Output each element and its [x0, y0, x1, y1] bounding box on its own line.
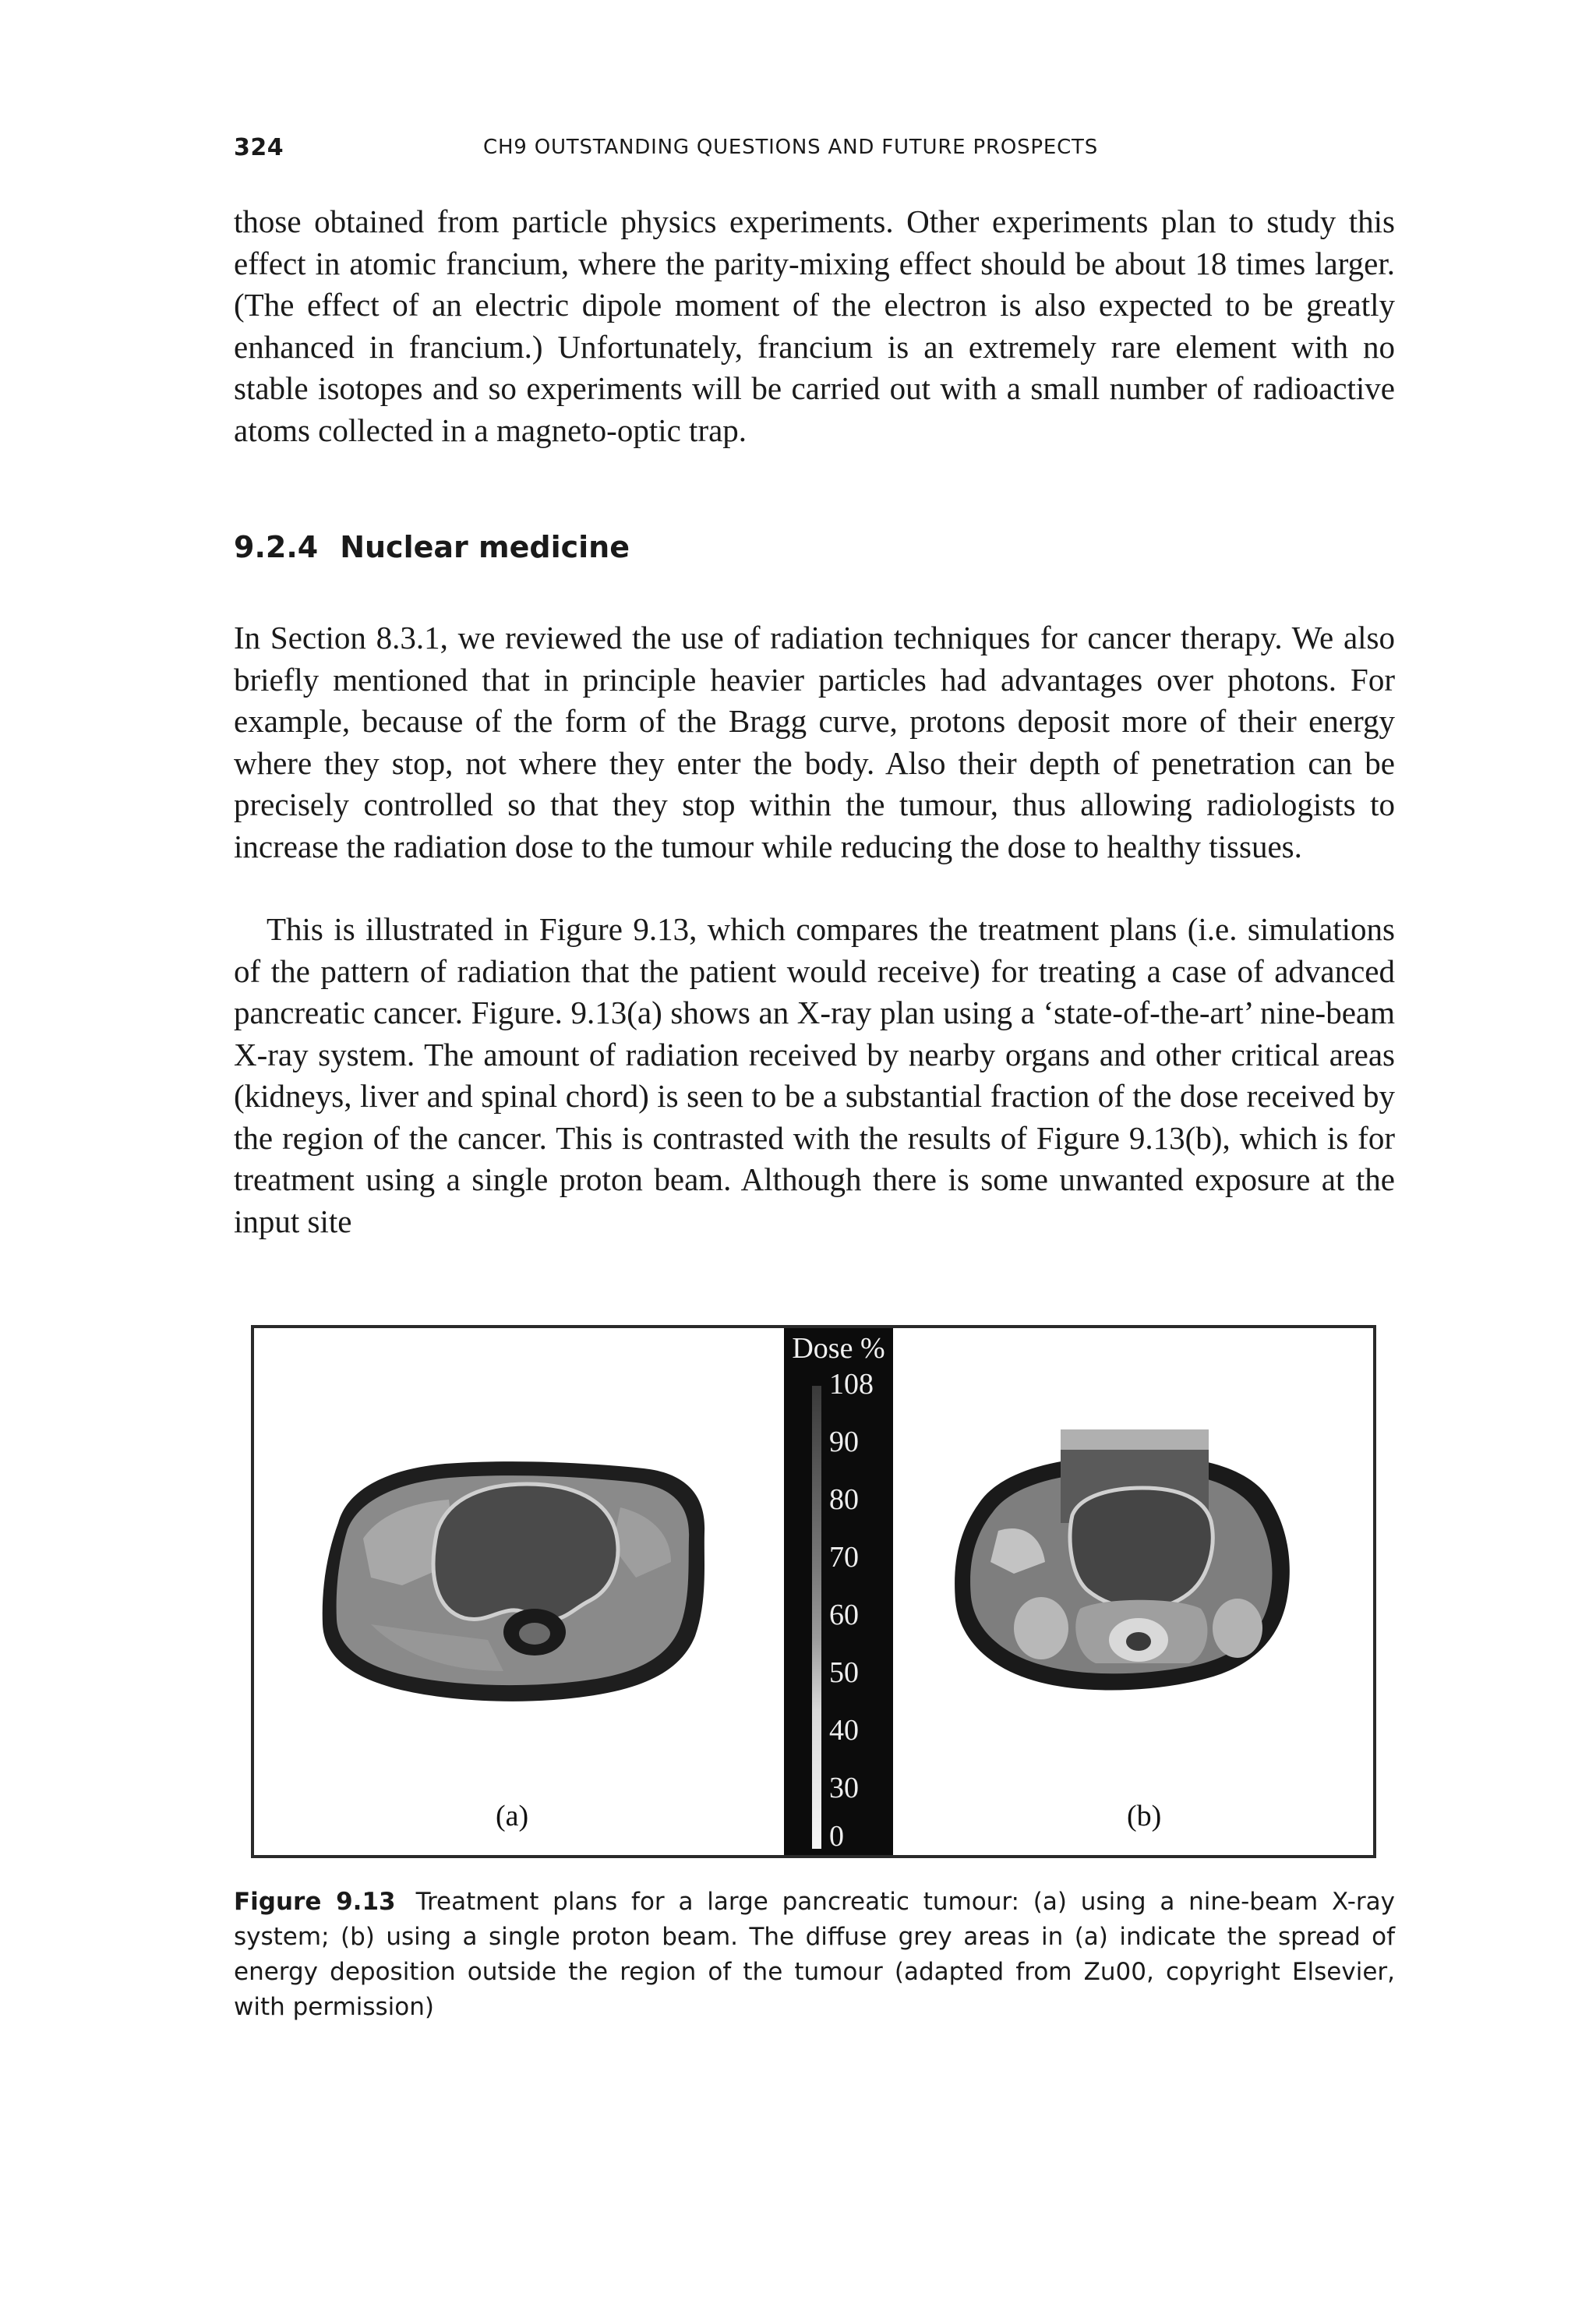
panel-b-scan — [955, 1429, 1290, 1691]
dose-scale — [784, 1328, 893, 1855]
page-number: 324 — [234, 134, 284, 161]
section-heading — [234, 530, 630, 564]
panel-b-label: (b) — [1127, 1800, 1162, 1832]
dose-tick: 80 — [829, 1483, 859, 1516]
dose-tick: 40 — [829, 1714, 859, 1747]
panel-a-scan — [323, 1461, 704, 1701]
figure-9-13 — [251, 1325, 1376, 1858]
dose-tick: 90 — [829, 1426, 859, 1458]
dose-tick: 30 — [829, 1772, 859, 1804]
figure-caption — [234, 1885, 1395, 2025]
panel-a-label: (a) — [496, 1800, 529, 1832]
caption-label: Figure 9.13 — [234, 1888, 396, 1916]
dose-tick: 0 — [829, 1820, 844, 1853]
dose-tick: 70 — [829, 1541, 859, 1574]
section-number: 9.2.4 — [234, 530, 319, 564]
section-title: Nuclear medicine — [340, 530, 630, 564]
dose-tick: 60 — [829, 1599, 859, 1631]
dose-tick: 108 — [829, 1368, 874, 1401]
paragraph-radiation-techniques: In Section 8.3.1, we reviewed the use of radiation techniques for cancer therapy. We also briefly mentioned that in principle heavier particles had advantages over photons. For example, because of the form of the Bragg curve, protons deposit more of their energy where they stop, not where they enter the body. Also their depth of penetration can be precisely controlled so that they stop within the tumour, thus allowing radiologists to increase the radiation dose to the tumour while reducing the dose to healthy tissues. — [234, 620, 1395, 864]
dose-tick: 50 — [829, 1656, 859, 1689]
caption-text: Treatment plans for a large pancreatic tumour: (a) using a nine-beam X-ray system; (b) using a single proton beam. The diffuse grey areas in (a) indicate the spread of energy deposition outside the region of the tumour (adapted from Zu00, copyright Elsevier, with permission) — [234, 1888, 1395, 2021]
running-title: CH9 OUTSTANDING QUESTIONS AND FUTURE PROSPECTS — [483, 136, 1099, 159]
paragraph-francium: those obtained from particle physics experiments. Other experiments plan to study this effect in atomic francium, where the parity-mixing effect should be about 18 times larger. (The effect of an electric dipole moment of the electron is also expected to be greatly enhanced in francium.) Unfortunately, francium is an extremely rare element with no stable isotopes and so experiments will be carried out with a small number of radioactive atoms collected in a magneto-optic trap. — [234, 203, 1395, 448]
paragraph-treatment-plans: This is illustrated in Figure 9.13, which compares the treatment plans (i.e. simulations of the pattern of radiation that the patient would receive) for treating a case of advanced pancreatic cancer. Figure. 9.13(a) shows an X-ray plan using a ‘state-of-the-art’ nine-beam X-ray system. The amount of radiation received by nearby organs and other critical areas (kidneys, liver and spinal chord) is seen to be a substantial fraction of the dose received by the region of the cancer. This is contrasted with the results of Figure 9.13(b), which is for treatment using a single proton beam. Although there is some unwanted exposure at the input site — [234, 911, 1395, 1239]
dose-scale-bar — [812, 1386, 821, 1849]
running-head — [234, 134, 1395, 170]
dose-scale-title: Dose % — [792, 1332, 885, 1365]
